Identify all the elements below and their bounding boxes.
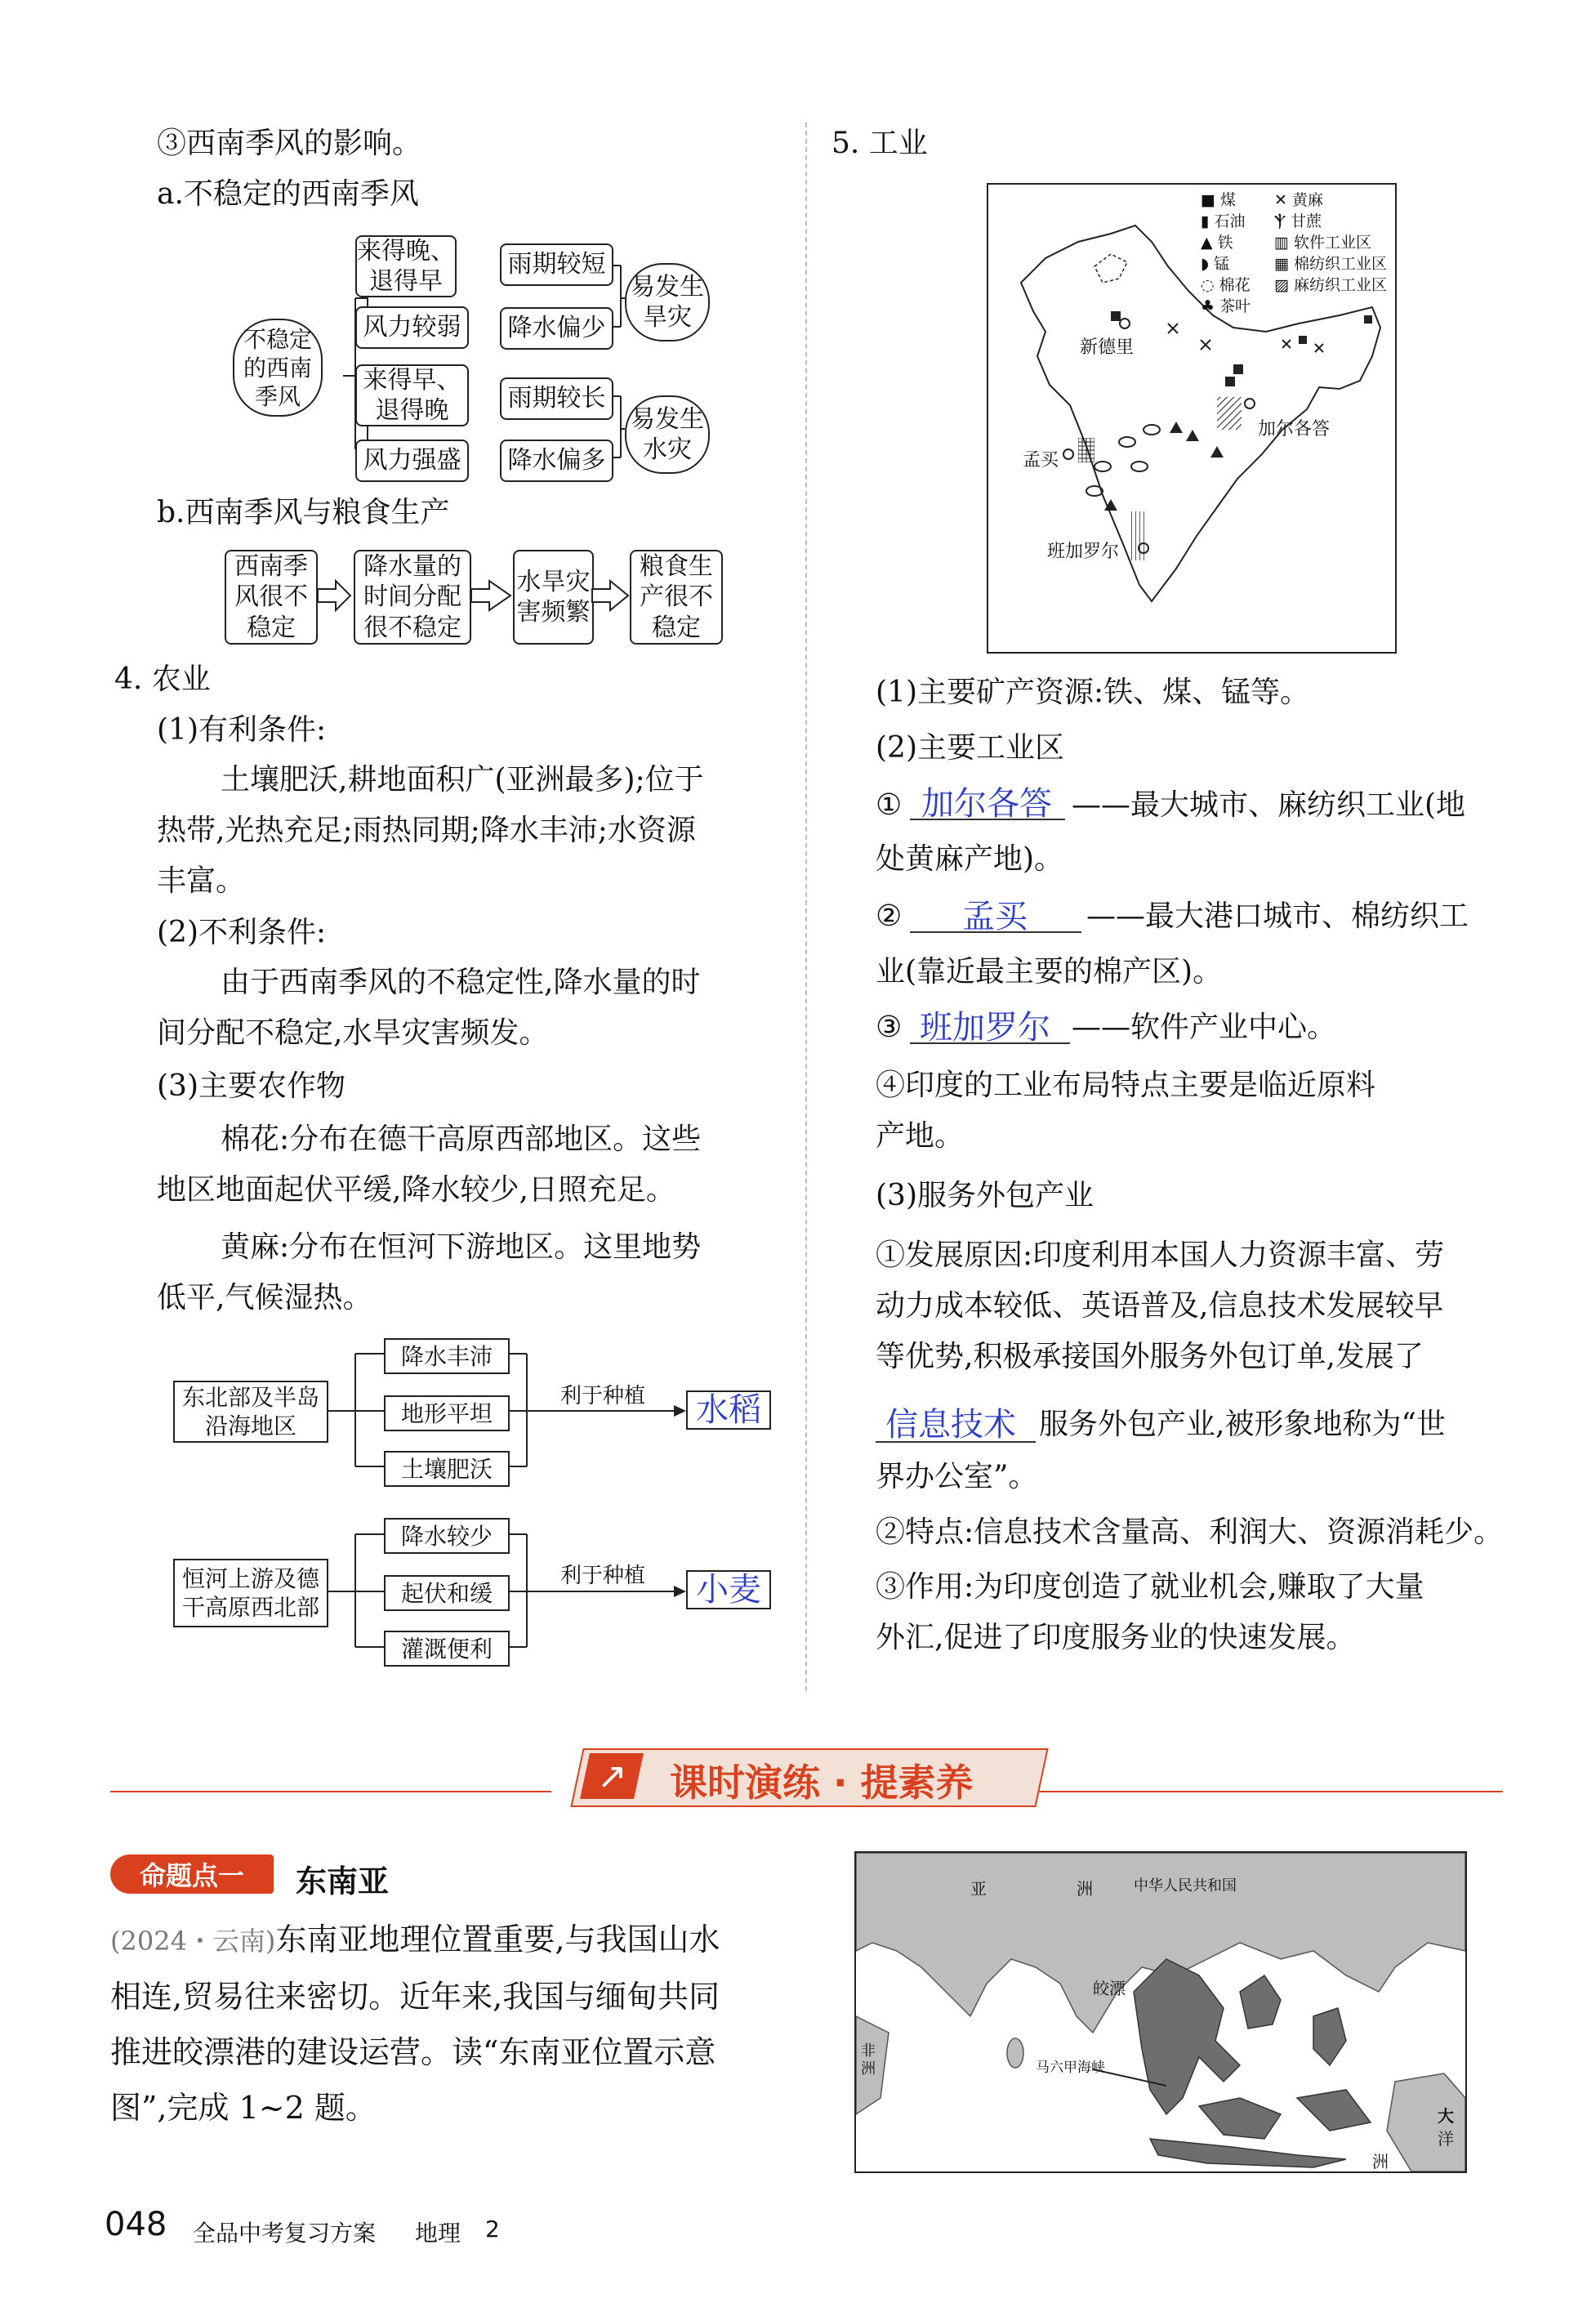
sea-label-zhou: 洲	[1372, 2152, 1389, 2171]
subject-name: 地理	[415, 2220, 461, 2247]
industry-title: 5. 工业	[831, 127, 928, 160]
cotton-text	[157, 1114, 786, 1216]
city3-num: ③	[876, 1011, 903, 1044]
industry-layout-text	[876, 1060, 1513, 1162]
legend-jute: ✕ 黄麻	[1274, 191, 1323, 209]
legend-coal: ■ 煤	[1201, 191, 1237, 209]
agri-favorable-line2: 热带,光热充足;雨热同期;降水丰沛;水资源	[157, 814, 696, 847]
city2-num: ②	[876, 899, 903, 933]
city1-text2: 处黄麻产地)。	[876, 842, 1064, 876]
diagram2-arrows	[314, 576, 641, 617]
city-mumbai: 孟买	[1023, 450, 1059, 471]
banner-title: 课时演练 · 提素养	[670, 1761, 974, 1805]
city1-answer: 加尔各答	[921, 785, 1052, 823]
city-new-delhi: 新德里	[1080, 337, 1135, 358]
diagram1-box5: 来得早、退得晚	[355, 364, 469, 426]
legend-cotton: ◌ 棉花	[1201, 276, 1250, 294]
column-divider	[805, 123, 807, 1691]
volume-number: 2	[485, 2216, 500, 2243]
diagram3-a: 降水丰沛	[384, 1338, 510, 1374]
topic-title: 东南亚	[296, 1863, 390, 1899]
agri-favorable-line3: 丰富。	[157, 864, 246, 898]
agri-crops-heading: (3)主要农作物	[157, 1069, 346, 1103]
sea-label-da: 大	[1438, 2106, 1454, 2126]
city3-answer: 班加罗尔	[920, 1009, 1050, 1047]
diagram1-result-drought: 易发生旱灾	[625, 263, 710, 341]
outsourcing-reason	[876, 1230, 1521, 1382]
diagram4-left: 恒河上游及德干高原西北部	[173, 1559, 328, 1627]
jute-line2: 低平,气候湿热。	[157, 1281, 372, 1314]
outsourcing-last: 界办公室”。	[876, 1460, 1038, 1493]
legend-tea: ♣ 茶叶	[1201, 297, 1251, 315]
sea-label-china: 中华人民共和国	[1134, 1877, 1237, 1895]
diagram1-box2: 风力较弱	[355, 306, 469, 349]
india-industry-map	[987, 183, 1397, 654]
legend-manganese: ◗ 锰	[1201, 255, 1230, 273]
city-bangalore: 班加罗尔	[1047, 542, 1120, 562]
industry-layout-line2: 产地。	[876, 1119, 965, 1153]
diagram4-arrow-label: 利于种植	[560, 1564, 646, 1588]
diagram4-answer-box	[686, 1570, 771, 1609]
question-line1: 东南亚地理位置重要,与我国山水	[275, 1921, 720, 1957]
diagram1-box7: 雨期较长	[500, 377, 613, 420]
sub-heading-a: a.不稳定的西南季风	[157, 177, 419, 211]
city2-text: ——最大港口城市、棉纺织工	[1086, 899, 1469, 933]
diagram1-result-flood: 易发生水灾	[625, 395, 710, 474]
city2-text2: 业(靠近最主要的棉产区)。	[876, 955, 1223, 989]
legend-cotton-industry: ▦ 棉纺织工业区	[1274, 255, 1388, 273]
outsourcing-tail: 服务外包产业,被形象地称为“世	[1039, 1408, 1446, 1441]
agri-unfavorable-line1: 由于西南季风的不稳定性,降水量的时	[221, 966, 701, 999]
outsourcing-line2: 动力成本较低、英语普及,信息技术发展较早	[876, 1289, 1444, 1323]
outsourcing-role-line2: 外汇,促进了印度服务业的快速发展。	[876, 1621, 1356, 1654]
sea-label-africa: 非洲	[861, 2042, 876, 2078]
banner-rule-left	[110, 1791, 551, 1792]
diagram3-answer-box	[686, 1390, 771, 1430]
diagram1-box6: 风力强盛	[355, 440, 469, 482]
industry-layout-line1: ④印度的工业布局特点主要是临近原料	[876, 1069, 1376, 1102]
question-source: (2024・云南)	[110, 1926, 276, 1957]
diagram3-arrow-label: 利于种植	[560, 1384, 646, 1408]
agri-unfavorable-line2: 间分配不稳定,水旱灾害频发。	[157, 1016, 549, 1050]
diagram4-b: 起伏和缓	[384, 1575, 510, 1611]
agriculture-title: 4. 农业	[114, 663, 211, 696]
city3-text: ——软件产业中心。	[1072, 1011, 1337, 1044]
outsourcing-features: ②特点:信息技术含量高、利润大、资源消耗少。	[876, 1515, 1504, 1549]
sea-label-malacca: 马六甲海峡	[1036, 2060, 1105, 2076]
outsourcing-role	[876, 1562, 1521, 1663]
question-line4: 图”,完成 1~2 题。	[110, 2090, 377, 2126]
sea-map-drawing	[856, 1853, 1465, 2171]
jute-text	[157, 1222, 786, 1323]
diagram1-center: 不稳定的西南季风	[233, 319, 323, 417]
diagram3-c: 土壤肥沃	[384, 1451, 510, 1487]
diagram3-answer: 水稻	[696, 1391, 761, 1429]
diagram2-box2: 降水量的时间分配很不稳定	[354, 550, 471, 645]
sea-label-kyaukphyu: 皎漂	[1093, 1979, 1126, 1998]
sea-label-asia1: 亚	[970, 1879, 987, 1899]
diagram4-c: 灌溉便利	[384, 1631, 510, 1667]
legend-iron: ▲ 铁	[1201, 234, 1233, 252]
city1-num: ①	[876, 788, 903, 822]
sea-label-yang: 洋	[1438, 2129, 1454, 2149]
banner-arrow-icon: ↗	[580, 1753, 644, 1799]
legend-jute-industry: ▨ 麻纺织工业区	[1274, 276, 1388, 294]
diagram1-box4: 降水偏少	[500, 307, 613, 350]
industrial-areas-heading: (2)主要工业区	[876, 731, 1064, 765]
legend-software: ▥ 软件工业区	[1274, 234, 1372, 252]
topic-tag: 命题点一	[110, 1854, 274, 1894]
mineral-resources: (1)主要矿产资源:铁、煤、锰等。	[876, 676, 1310, 709]
city2-answer: 孟买	[962, 898, 1028, 935]
book-title: 全品中考复习方案	[193, 2220, 377, 2247]
agri-favorable-text	[157, 755, 786, 907]
diagram4-answer: 小麦	[696, 1571, 761, 1609]
diagram1-box1: 来得晚、退得早	[357, 236, 455, 296]
map-legend	[1201, 190, 1390, 317]
agri-unfavorable-heading: (2)不利条件:	[157, 916, 327, 949]
city1-text: ——最大城市、麻纺织工业(地	[1072, 788, 1466, 822]
cotton-line1: 棉花:分布在德干高原西部地区。这些	[221, 1122, 702, 1156]
sea-label-asia2: 洲	[1077, 1879, 1093, 1899]
diagram4-a: 降水较少	[384, 1518, 510, 1554]
outsourcing-role-line1: ③作用:为印度创造了就业机会,赚取了大量	[876, 1570, 1424, 1604]
outsourcing-answer: 信息技术	[885, 1406, 1016, 1444]
cotton-line2: 地区地面起伏平缓,降水较少,日照充足。	[157, 1173, 675, 1207]
question-line3: 推进皎漂港的建设运营。读“东南亚位置示意	[110, 2034, 716, 2070]
diagram2-box1: 西南季风很不稳定	[225, 550, 318, 645]
question-line2: 相连,贸易往来密切。近年来,我国与缅甸共同	[110, 1979, 720, 2015]
city-kolkata: 加尔各答	[1258, 419, 1331, 440]
diagram2-box3: 水旱灾害频繁	[513, 550, 594, 645]
jute-line1: 黄麻:分布在恒河下游地区。这里地势	[221, 1230, 702, 1264]
outsourcing-heading: (3)服务外包产业	[876, 1179, 1094, 1212]
outsourcing-line1: ①发展原因:印度利用本国人力资源丰富、劳	[876, 1239, 1445, 1272]
diagram2-box4: 粮食生产很不稳定	[630, 550, 723, 645]
diagram3-left: 东北部及半岛沿海地区	[173, 1381, 328, 1443]
outsourcing-line3: 等优势,积极承接国外服务外包订单,发展了	[876, 1340, 1424, 1373]
page-number: 048	[105, 2206, 167, 2243]
sw-impact-heading: ③西南季风的影响。	[157, 127, 422, 160]
legend-oil: ▮ 石油	[1201, 212, 1246, 230]
legend-sugarcane: Ⲯ 甘蔗	[1274, 212, 1322, 230]
sub-heading-b: b.西南季风与粮食生产	[157, 496, 450, 529]
southeast-asia-map	[854, 1851, 1467, 2173]
banner-rule-right	[1037, 1791, 1503, 1792]
agri-unfavorable-text	[157, 957, 786, 1059]
agri-favorable-heading: (1)有利条件:	[157, 713, 327, 747]
diagram1-box3: 雨期较短	[500, 243, 613, 286]
question-stem	[110, 1912, 796, 2136]
diagram3-b: 地形平坦	[384, 1395, 510, 1431]
diagram1-box8: 降水偏多	[500, 440, 613, 482]
agri-favorable-line1: 土壤肥沃,耕地面积广(亚洲最多);位于	[221, 763, 704, 797]
